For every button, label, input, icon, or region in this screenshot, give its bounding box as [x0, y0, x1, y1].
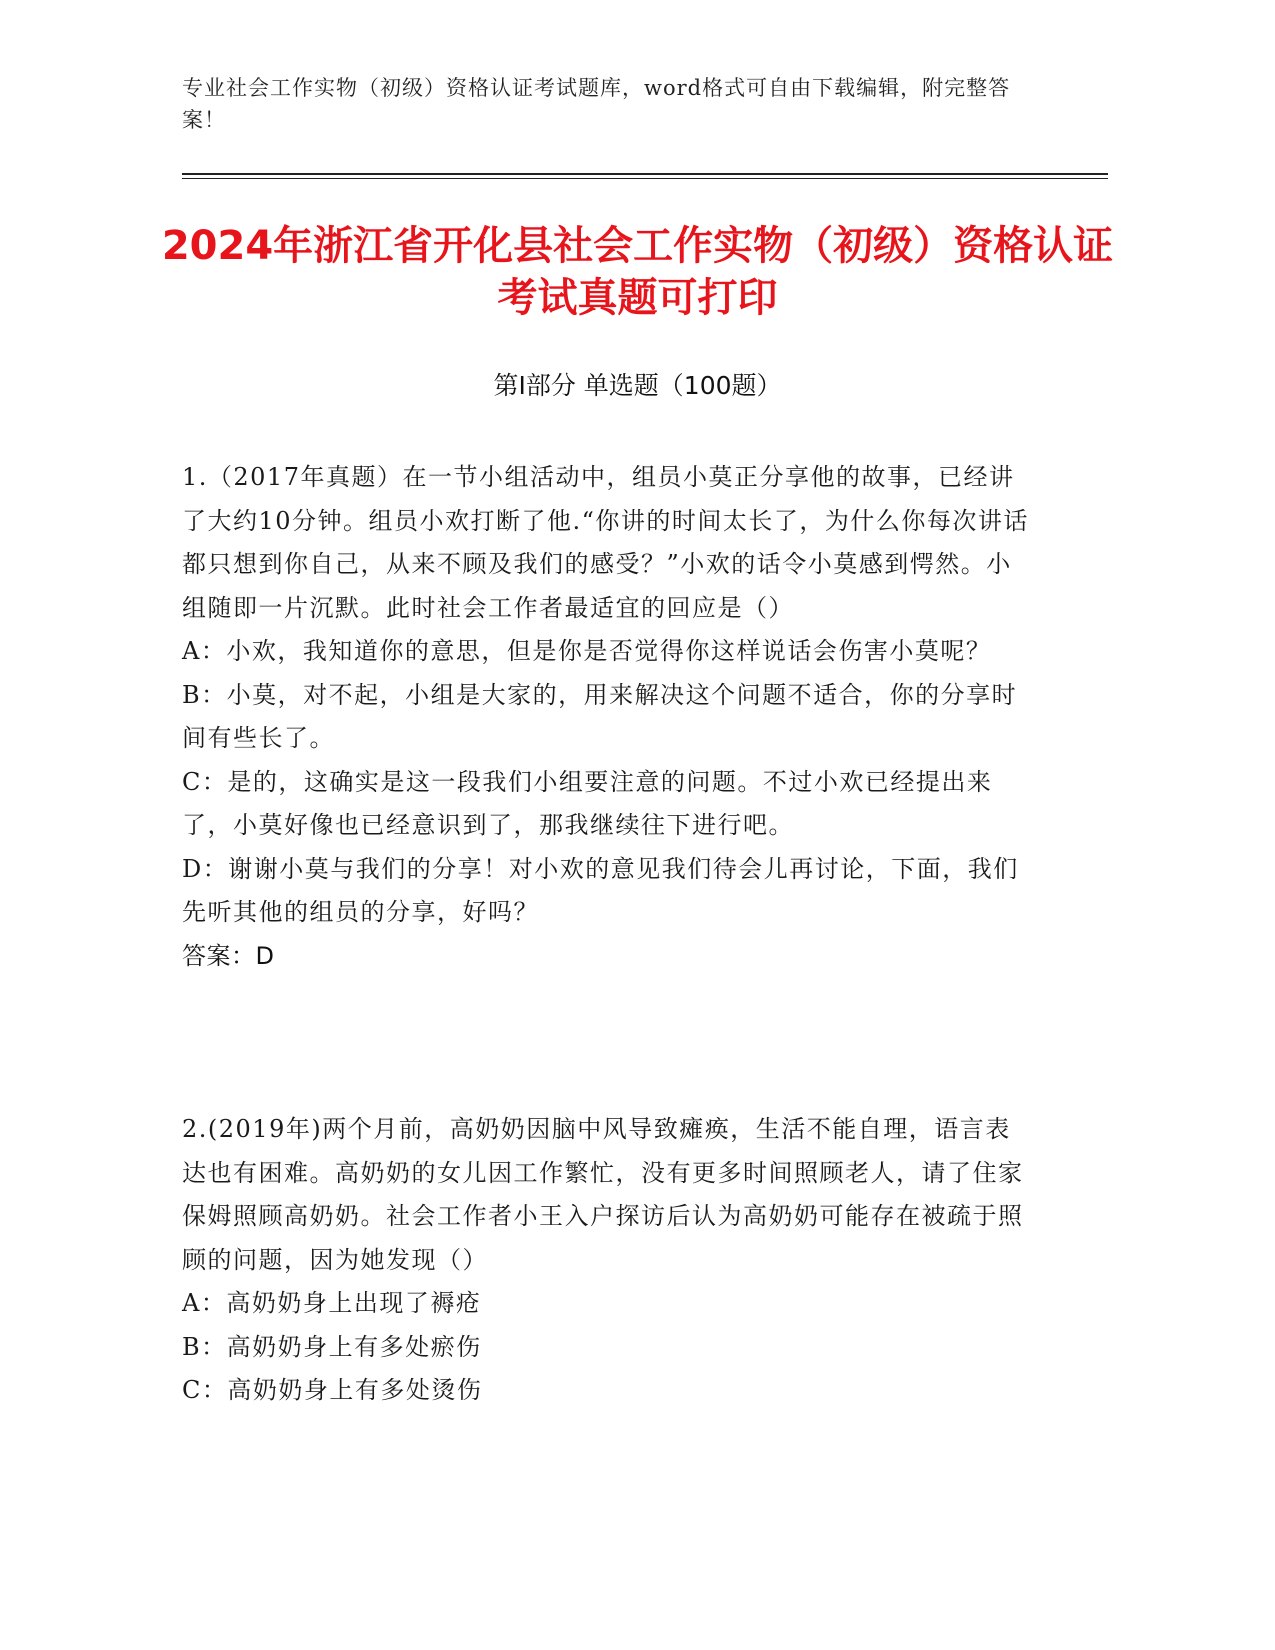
header-rule-thin: [182, 178, 1108, 179]
option-a: A：小欢，我知道你的意思，但是你是否觉得你这样说话会伤害小莫呢？: [182, 637, 992, 665]
question-2: [182, 1108, 1032, 1413]
section-heading: 第Ⅰ部分 单选题（100题）: [493, 371, 782, 400]
question-stem: 2.(2019年)两个月前，高奶奶因脑中风导致瘫痪，生活不能自理，语言表达也有困难。高奶奶的女儿因工作繁忙，没有更多时间照顾老人，请了住家保姆照顾高奶奶。社会工作者小王入户探访后认为高奶奶可能存在被疏于照顾的问题，因为她发现（）: [182, 1115, 1024, 1274]
question-stem: 1.（2017年真题）在一节小组活动中，组员小莫正分享他的故事，已经讲了大约10分钟。组员小欢打断了他.“你讲的时间太长了，为什么你每次讲话都只想到你自己，从来不顾及我们的感受？”小欢的话令小莫感到愕然。小组随即一片沉默。此时社会工作者最适宜的回应是（）: [182, 463, 1029, 622]
option-b: B：小莫，对不起，小组是大家的，用来解决这个问题不适合，你的分享时间有些长了。: [182, 680, 1018, 752]
option-c: C：是的，这确实是这一段我们小组要注意的问题。不过小欢已经提出来了，小莫好像也已经意识到了，那我继续往下进行吧。: [182, 767, 993, 839]
option-d: D：谢谢小莫与我们的分享！对小欢的意见我们待会儿再讨论，下面，我们先听其他的组员的分享，好吗？: [182, 854, 1019, 926]
answer-line: 答案：D: [182, 941, 275, 970]
option-b: B：高奶奶身上有多处瘀伤: [182, 1332, 482, 1361]
question-1: [182, 456, 1032, 978]
header-note: 专业社会工作实物（初级）资格认证考试题库，word格式可自由下载编辑，附完整答案！: [182, 76, 1011, 132]
header-rule-thick: [182, 173, 1108, 175]
option-c: C：高奶奶身上有多处烫伤: [182, 1376, 483, 1404]
option-a: A：高奶奶身上出现了褥疮: [182, 1289, 482, 1317]
document-title: 2024年浙江省开化县社会工作实物（初级）资格认证考试真题可打印: [161, 223, 1114, 321]
